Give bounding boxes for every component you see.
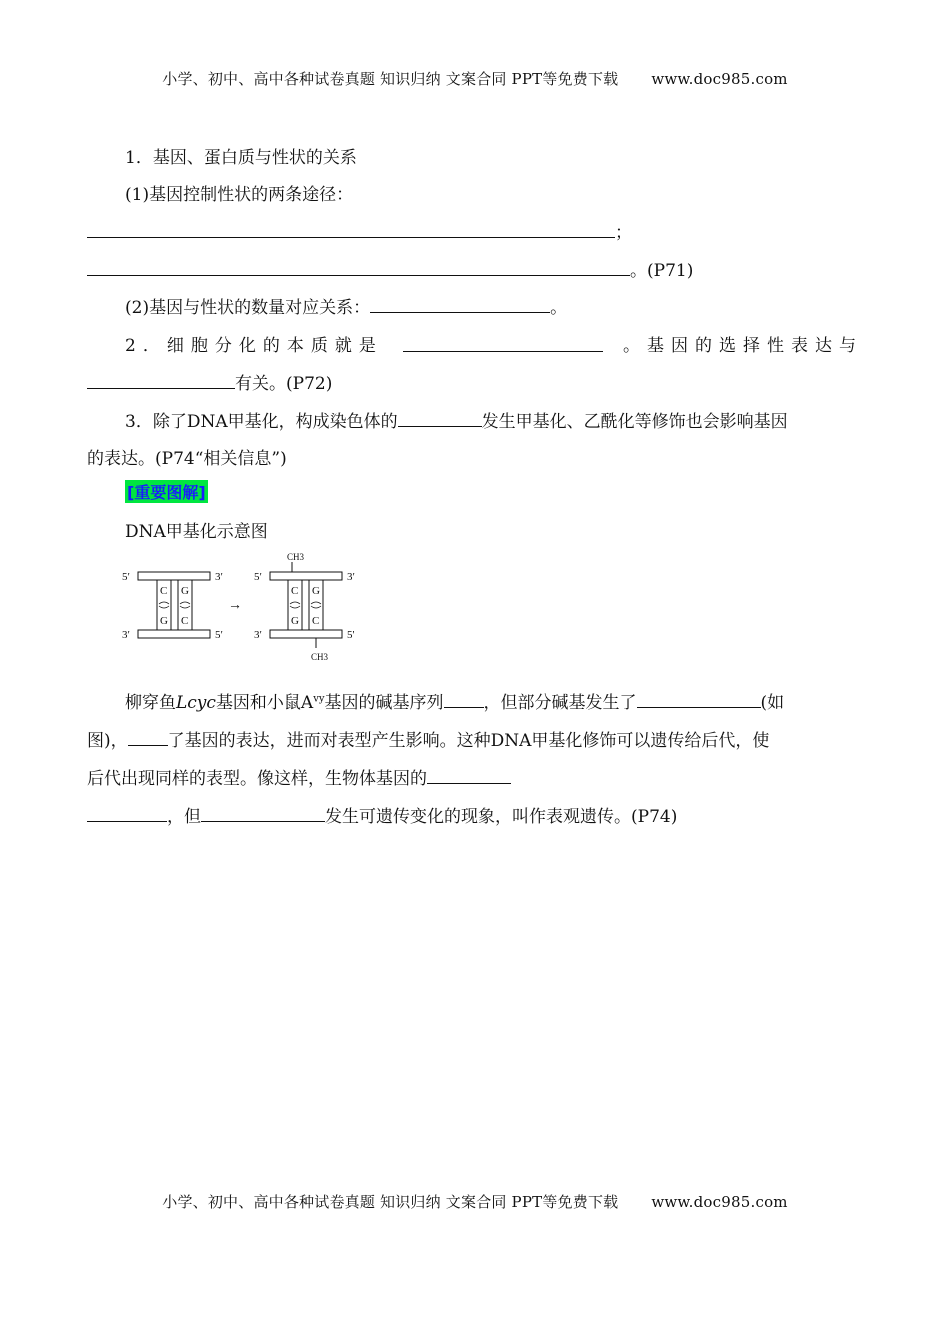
base-g-top: G xyxy=(312,585,320,597)
para-d2: 发生可遗传变化的现象，叫作表观遗传。(P74) xyxy=(325,807,678,827)
para-line-4 xyxy=(87,802,677,827)
strand-bottom-left xyxy=(138,630,210,638)
q1-end1: ； xyxy=(615,223,632,243)
label-5prime-bottom-right: 5' xyxy=(347,629,355,641)
q1-title: 1．基因、蛋白质与性状的关系 xyxy=(125,148,357,168)
q2-suffix: 有关。(P72) xyxy=(235,374,333,394)
para-a1: 柳穿鱼 xyxy=(125,693,176,713)
gene-lcyc: Lcyc xyxy=(176,693,216,713)
para-a3: 基因的碱基序列 xyxy=(324,693,444,713)
para-b1: 图)， xyxy=(87,731,128,751)
q2-line-1 xyxy=(125,331,863,356)
section-tag: [重要图解] xyxy=(125,480,208,503)
answer-blank xyxy=(87,387,235,389)
q3-mid: 发生甲基化、乙酰化等修饰也会影响基因 xyxy=(481,412,788,432)
q1-blank-line-2 xyxy=(87,256,693,281)
answer-blank xyxy=(201,820,325,822)
para-b2: 了基因的表达，进而对表型产生影响。这种DNA甲基化修饰可以遗传给后代，使 xyxy=(167,731,770,751)
label-5prime-top-right: 5′ xyxy=(254,571,262,583)
q1-sub2-prefix: (2)基因与性状的数量对应关系： xyxy=(125,298,371,318)
footer-site: www.doc985.com xyxy=(651,1193,788,1211)
arrow-icon: → xyxy=(228,598,242,613)
para-d1: ，但 xyxy=(167,807,201,827)
base-g-bottom: G xyxy=(160,615,168,627)
label-5prime-bottom-left: 5′ xyxy=(215,629,223,641)
footer-text: 小学、初中、高中各种试卷真题 知识归纳 文案合同 PPT等免费下载 xyxy=(162,1193,619,1211)
page-header xyxy=(0,68,950,89)
label-3prime-bottom-right: 3′ xyxy=(254,629,262,641)
answer-blank xyxy=(444,706,484,708)
para-line-3 xyxy=(87,764,511,789)
q3-prefix: 3．除了DNA甲基化，构成染色体的 xyxy=(125,412,398,432)
label-3prime-bottom-left: 3′ xyxy=(122,629,130,641)
para-line-1 xyxy=(125,688,784,713)
methyl-bottom: CH3 xyxy=(311,652,329,662)
answer-blank xyxy=(398,425,482,427)
q1-sub1: (1)基因控制性状的两条途径： xyxy=(125,185,354,205)
gene-avy-sup: vy xyxy=(313,693,325,705)
base-g-bottom: G xyxy=(291,615,299,627)
answer-blank xyxy=(128,744,168,746)
strand-top-right xyxy=(270,572,342,580)
methyl-top: CH3 xyxy=(287,552,305,562)
base-c-top: C xyxy=(291,585,299,597)
dna-methylated xyxy=(254,552,355,662)
q3-line-1 xyxy=(125,407,788,432)
strand-bottom-right xyxy=(270,630,342,638)
para-line-2 xyxy=(87,726,769,751)
answer-blank xyxy=(427,782,511,784)
para-a2: 基因和小鼠A xyxy=(215,693,314,713)
para-a5: (如 xyxy=(760,693,785,713)
answer-blank xyxy=(87,236,615,238)
base-c-bottom: C xyxy=(181,615,189,627)
answer-blank xyxy=(370,311,550,313)
base-c-top: C xyxy=(160,585,168,597)
para-c1: 后代出现同样的表型。像这样，生物体基因的 xyxy=(87,769,427,789)
base-c-bottom: C xyxy=(312,615,320,627)
q1-end2: 。(P71) xyxy=(630,261,694,281)
header-text: 小学、初中、高中各种试卷真题 知识归纳 文案合同 PPT等免费下载 xyxy=(162,70,619,88)
answer-blank xyxy=(87,820,167,822)
diagram-caption: DNA甲基化示意图 xyxy=(125,522,268,542)
section-tag-line xyxy=(125,480,208,503)
q3-line-2: 的表达。(P74“相关信息”) xyxy=(87,449,287,469)
answer-blank xyxy=(637,706,761,708)
label-5prime-top-left: 5′ xyxy=(122,571,130,583)
answer-blank xyxy=(403,350,603,352)
strand-top-left xyxy=(138,572,210,580)
dna-methylation-diagram xyxy=(120,548,370,668)
dna-unmethylated xyxy=(122,571,223,641)
q2-mid: 。基因的选择性表达与 xyxy=(622,336,863,356)
q1-sub2 xyxy=(125,293,567,318)
page-footer xyxy=(0,1191,950,1212)
q2-line-2 xyxy=(87,369,332,394)
label-3prime-top-left: 3′ xyxy=(215,571,223,583)
q1-blank-line-1 xyxy=(87,218,632,243)
base-g-top: G xyxy=(181,585,189,597)
label-3prime-top-right: 3′ xyxy=(347,571,355,583)
para-a4: ，但部分碱基发生了 xyxy=(483,693,637,713)
header-site: www.doc985.com xyxy=(651,70,788,88)
answer-blank xyxy=(87,274,630,276)
q1-sub2-end: 。 xyxy=(550,298,568,318)
q2-prefix: 2．细胞分化的本质就是 xyxy=(125,336,383,356)
